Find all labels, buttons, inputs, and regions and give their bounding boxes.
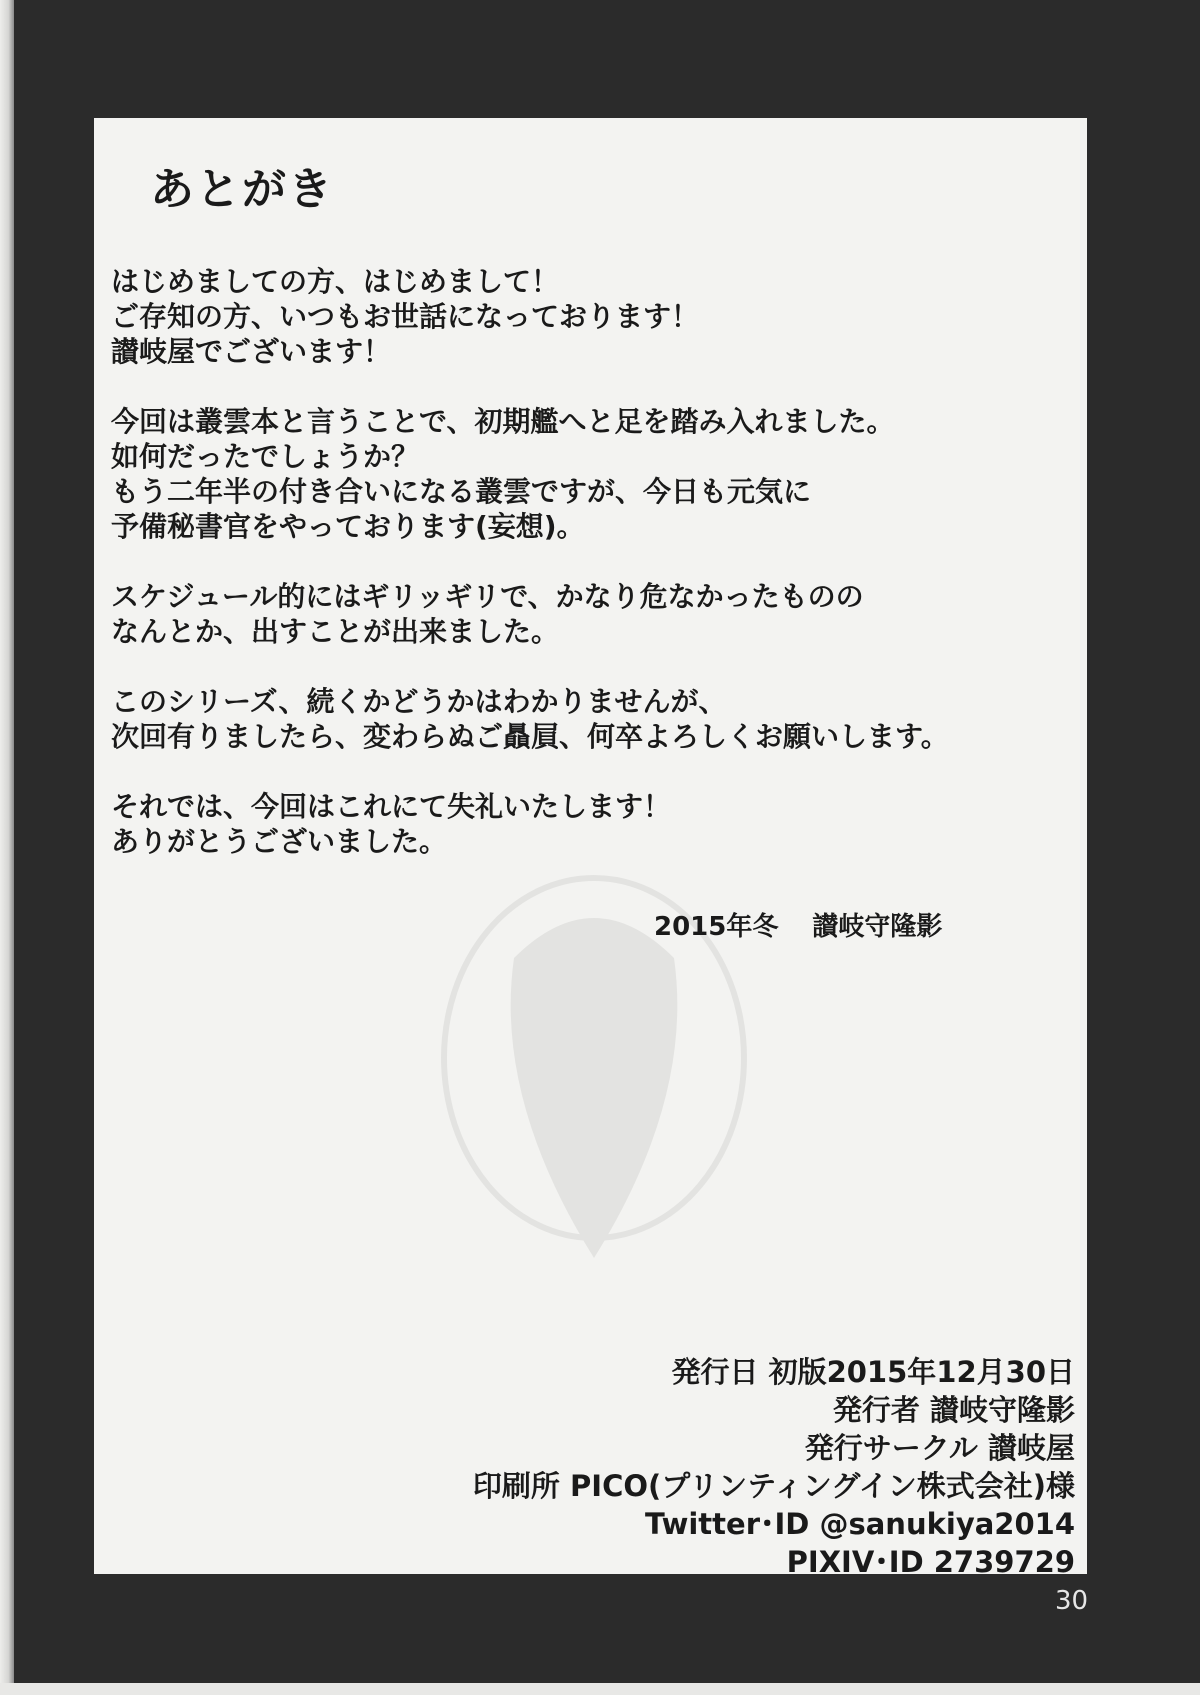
colophon-pixiv: PIXIV･ID 2739729 [786, 1545, 1075, 1579]
text-line: このシリーズ、続くかどうかはわかりませんが、 [111, 685, 727, 718]
text-line: それでは、今回はこれにて失礼いたします！ [111, 790, 672, 823]
paragraph-closing [111, 789, 1071, 859]
paragraph-series [111, 684, 1071, 754]
text-line: スケジュール的にはギリッギリで、かなり危なかったものの [111, 580, 864, 613]
signature-author: 讃岐守隆影 [812, 912, 943, 942]
text-line: なんとか、出すことが出来ました。 [111, 615, 560, 648]
colophon [473, 1353, 1075, 1581]
text-line: 予備秘書官をやっております(妄想)。 [111, 510, 585, 543]
text-line: はじめましての方、はじめまして！ [111, 265, 560, 298]
page-number: 30 [1055, 1586, 1089, 1616]
afterword-body [111, 264, 1071, 894]
signature [654, 906, 942, 943]
colophon-issue-date: 発行日 初版2015年12月30日 [671, 1355, 1075, 1389]
colophon-circle: 発行サークル 讃岐屋 [804, 1431, 1075, 1465]
afterword-panel [94, 118, 1087, 1579]
colophon-publisher: 発行者 讃岐守隆影 [832, 1393, 1075, 1427]
bottom-edge [0, 1683, 1200, 1695]
text-line: 今回は叢雲本と言うことで、初期艦へと足を踏み入れました。 [111, 405, 895, 438]
colophon-printer: 印刷所 PICO(プリンティングイン株式会社)様 [472, 1469, 1075, 1503]
afterword-heading: あとがき [150, 164, 334, 215]
paragraph-about-book [111, 404, 1071, 544]
paragraph-greeting [111, 264, 1071, 369]
text-line: 如何だったでしょうか？ [111, 440, 420, 473]
text-line: ありがとうございました。 [111, 825, 448, 858]
text-line: ご存知の方、いつもお世話になっております！ [111, 300, 700, 333]
text-line: 讃岐屋でございます！ [111, 335, 392, 368]
paragraph-schedule [111, 579, 1071, 649]
text-line: もう二年半の付き合いになる叢雲ですが、今日も元気に [111, 475, 812, 508]
colophon-twitter: Twitter･ID @sanukiya2014 [644, 1507, 1075, 1541]
binding-edge [0, 0, 14, 1695]
signature-date: 2015年冬 [654, 912, 779, 942]
text-line: 次回有りましたら、変わらぬご贔屓、何卒よろしくお願いします。 [111, 720, 949, 753]
